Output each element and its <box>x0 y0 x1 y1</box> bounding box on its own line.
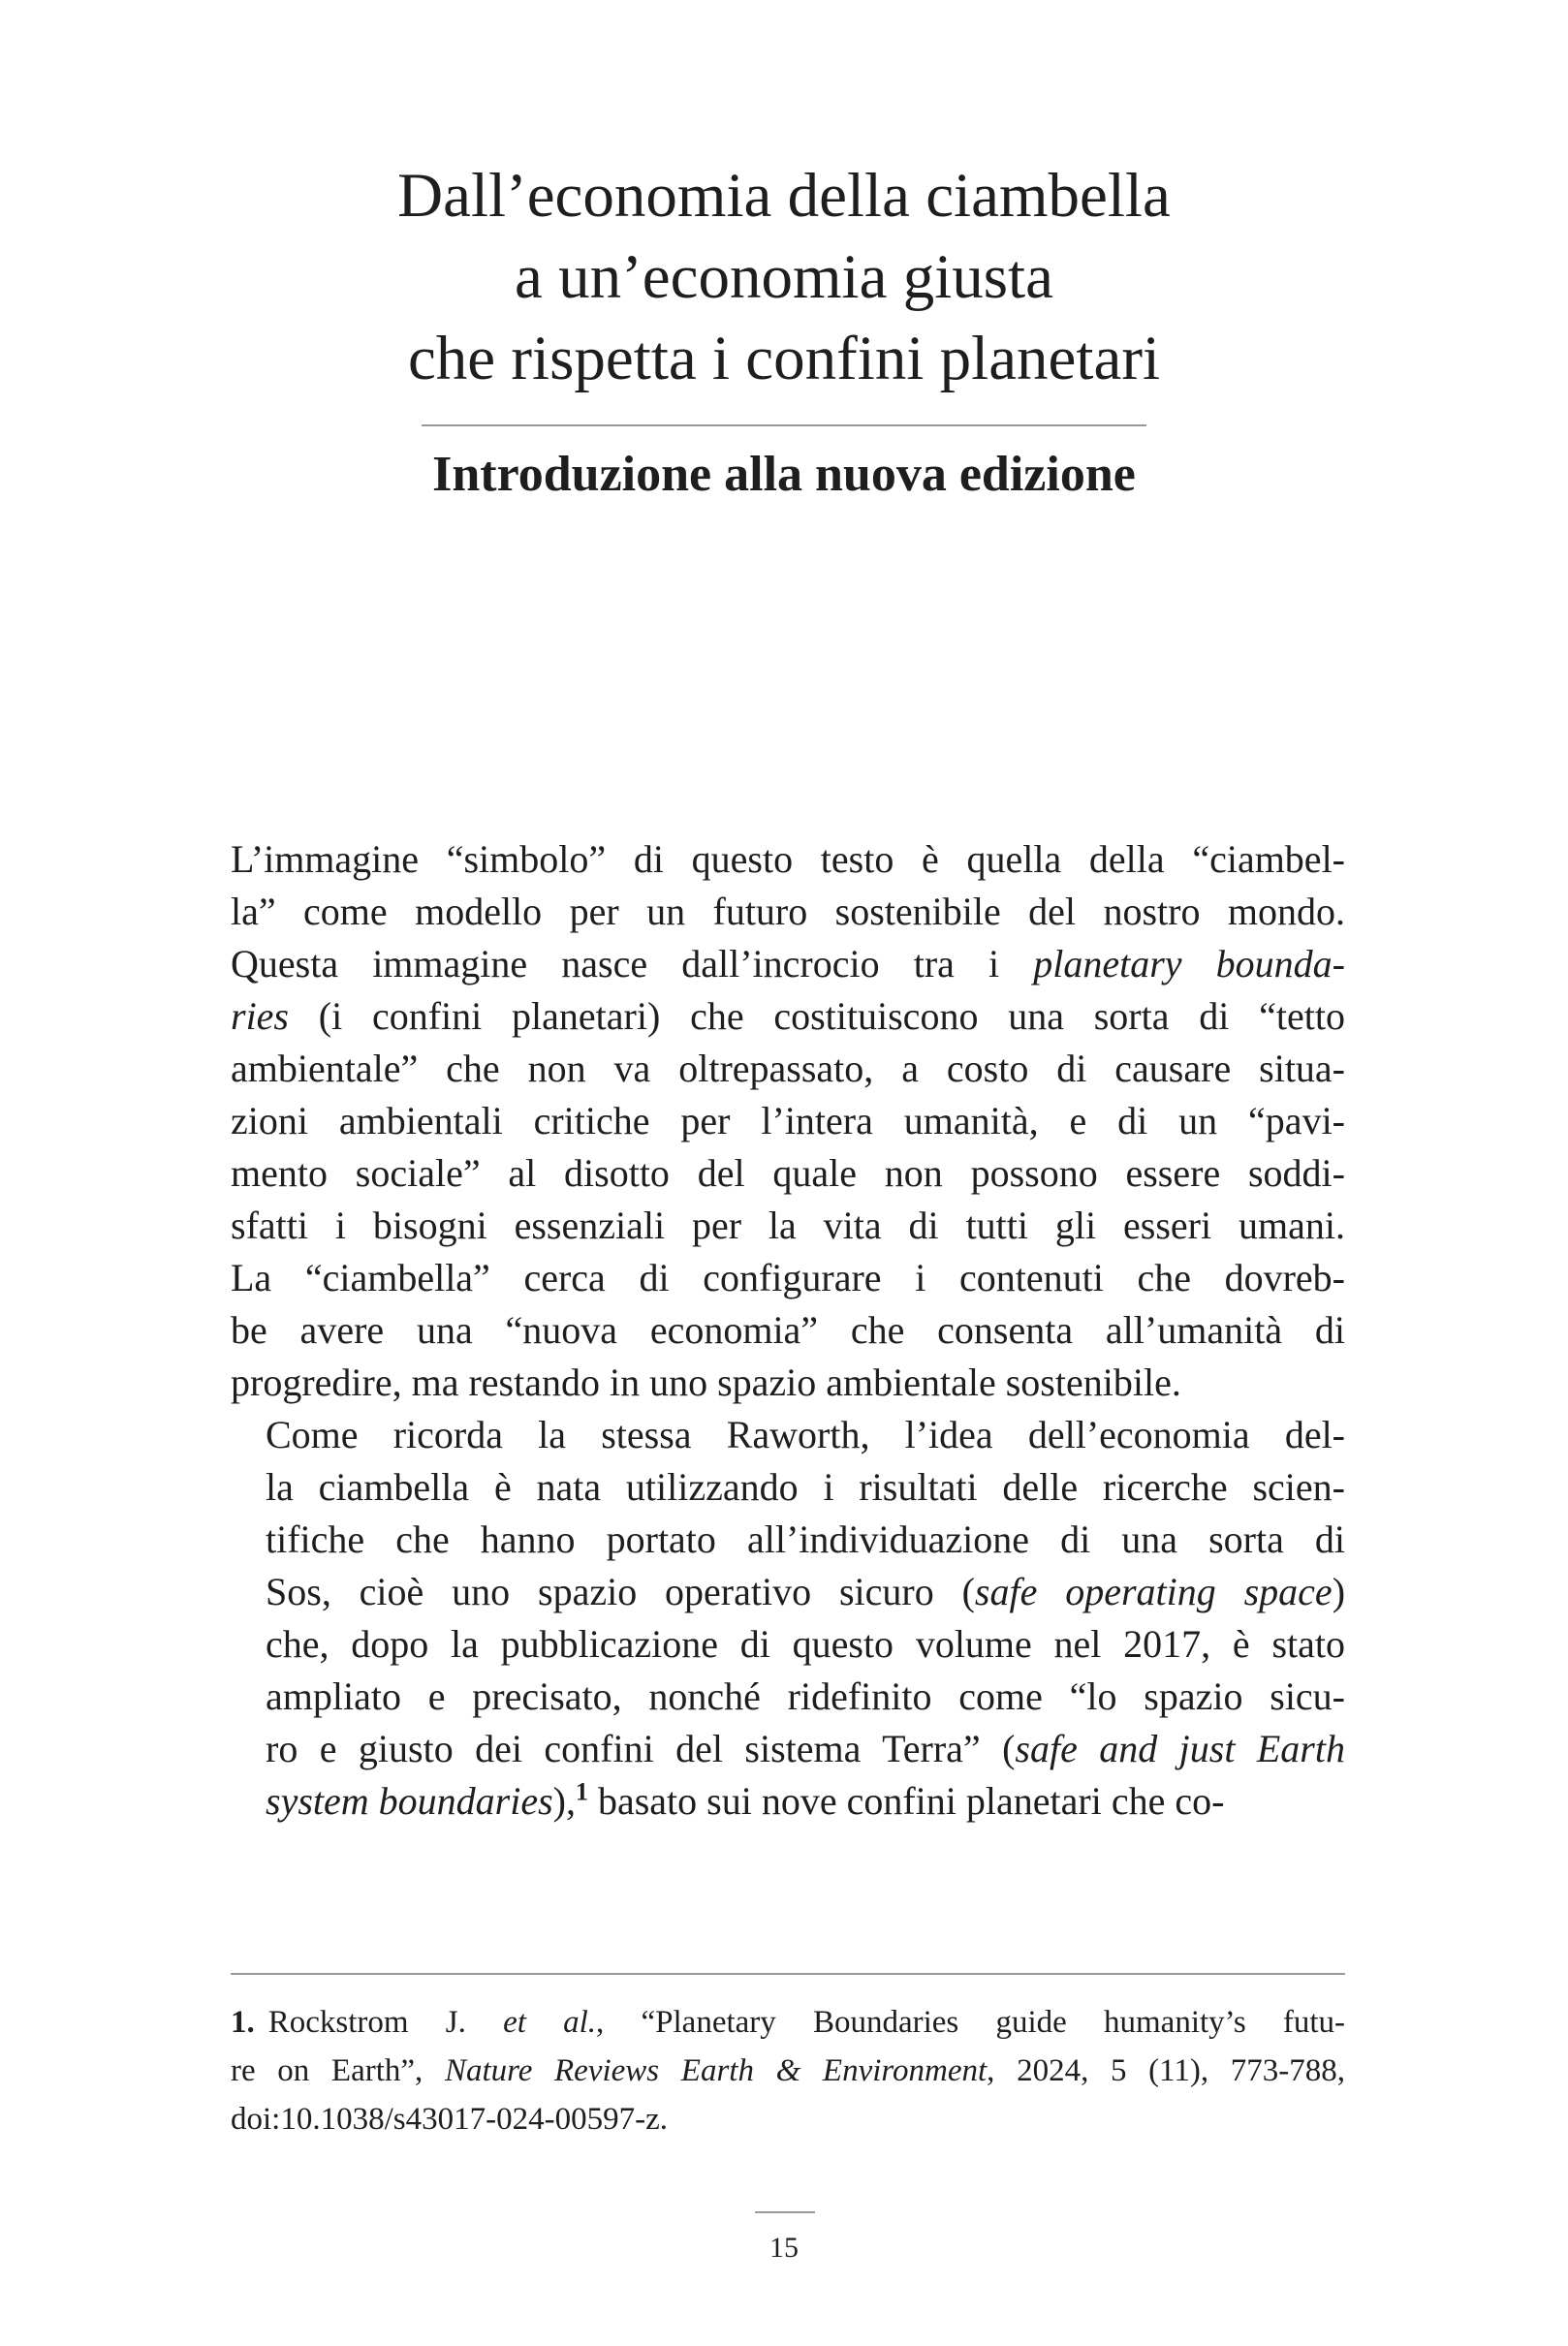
italic-term: safe operating space <box>974 1570 1333 1613</box>
chapter-title-line: Dall’economia della ciambella <box>397 161 1171 231</box>
text-run: Questa immagine nasce dall’incrocio tra i <box>231 942 1034 985</box>
footnote-line <box>231 1998 1345 2047</box>
text-line <box>231 990 1345 1043</box>
chapter-subtitle: Introduzione alla nuova edizione <box>432 447 1136 502</box>
italic-term: safe and just Earth <box>1015 1727 1345 1770</box>
text-run: basato sui nove confini planetari che co- <box>587 1779 1225 1823</box>
text-line: zioni ambientali critiche per l’intera umanità, e di un “pavi- <box>231 1099 1345 1142</box>
italic-term: system boundaries <box>266 1779 553 1823</box>
text-line: Come ricorda la stessa Raworth, l’idea dell’economia del- <box>266 1413 1345 1456</box>
text-line: la” come modello per un futuro sostenibile del nostro mondo. <box>231 890 1345 933</box>
page-number: 15 <box>769 2232 799 2264</box>
chapter-title-line: che rispetta i confini planetari <box>407 324 1161 393</box>
footnote-line <box>231 2047 1345 2095</box>
text-run: , 2024, 5 (11), 773-788, <box>987 2053 1346 2088</box>
page-number-divider <box>755 2211 815 2213</box>
text-line <box>231 1566 1345 1618</box>
text-line: La “ciambella” cerca di configurare i contenuti che dovreb- <box>231 1256 1345 1299</box>
text-line <box>231 938 1345 990</box>
title-divider <box>422 424 1146 426</box>
text-run: ) <box>1332 1570 1346 1613</box>
text-line: ambientale” che non va oltrepassato, a costo di causare situa- <box>231 1047 1345 1090</box>
text-line <box>231 1775 1345 1828</box>
text-run: Sos, cioè uno spazio operativo sicuro ( <box>266 1570 975 1613</box>
footnote-number: 1. <box>231 2005 255 2040</box>
footnote <box>231 1998 1345 2143</box>
text-line: che, dopo la pubblicazione di questo volume nel 2017, è stato <box>266 1622 1345 1666</box>
text-line: tifiche che hanno portato all’individuazione di una sorta di <box>266 1517 1345 1561</box>
text-line: L’immagine “simbolo” di questo testo è quella della “ciambel- <box>231 837 1345 881</box>
chapter-title <box>0 155 1568 399</box>
footnote-reference[interactable]: 1 <box>575 1777 588 1806</box>
text-run: , “Planetary Boundaries guide humanity’s futu- <box>596 2005 1346 2040</box>
text-line: mento sociale” al disotto del quale non possono essere soddi- <box>231 1151 1345 1195</box>
body-text <box>231 833 1345 1828</box>
italic-term: et al. <box>503 2005 597 2040</box>
footnote-line: doi:10.1038/s43017-024-00597-z. <box>231 2102 668 2137</box>
text-line <box>231 1723 1345 1775</box>
text-run: Rockstrom J. <box>267 2005 504 2040</box>
italic-term: ries <box>231 994 289 1038</box>
text-run: ), <box>552 1779 576 1823</box>
text-line: progredire, ma restando in uno spazio ambientale sostenibile. <box>231 1361 1181 1404</box>
journal-title: Nature Reviews Earth & Environment <box>444 2053 988 2088</box>
text-run: (i confini planetari) che costituiscono una sorta di “tetto <box>289 994 1345 1038</box>
text-line: ampliato e precisato, nonché ridefinito come “lo spazio sicu- <box>266 1674 1345 1718</box>
italic-term: planetary bounda- <box>1033 942 1345 985</box>
footnote-divider <box>231 1973 1345 1975</box>
paragraph <box>231 1409 1345 1828</box>
paragraph <box>231 833 1345 1409</box>
text-line: be avere una “nuova economia” che consenta all’umanità di <box>231 1308 1345 1352</box>
text-run: ro e giusto dei confini del sistema Terra” ( <box>266 1727 1016 1770</box>
text-line: la ciambella è nata utilizzando i risultati delle ricerche scien- <box>266 1465 1345 1509</box>
text-line: sfatti i bisogni essenziali per la vita di tutti gli esseri umani. <box>231 1204 1345 1247</box>
text-run: re on Earth”, <box>231 2053 445 2088</box>
chapter-title-line: a un’economia giusta <box>515 242 1053 312</box>
